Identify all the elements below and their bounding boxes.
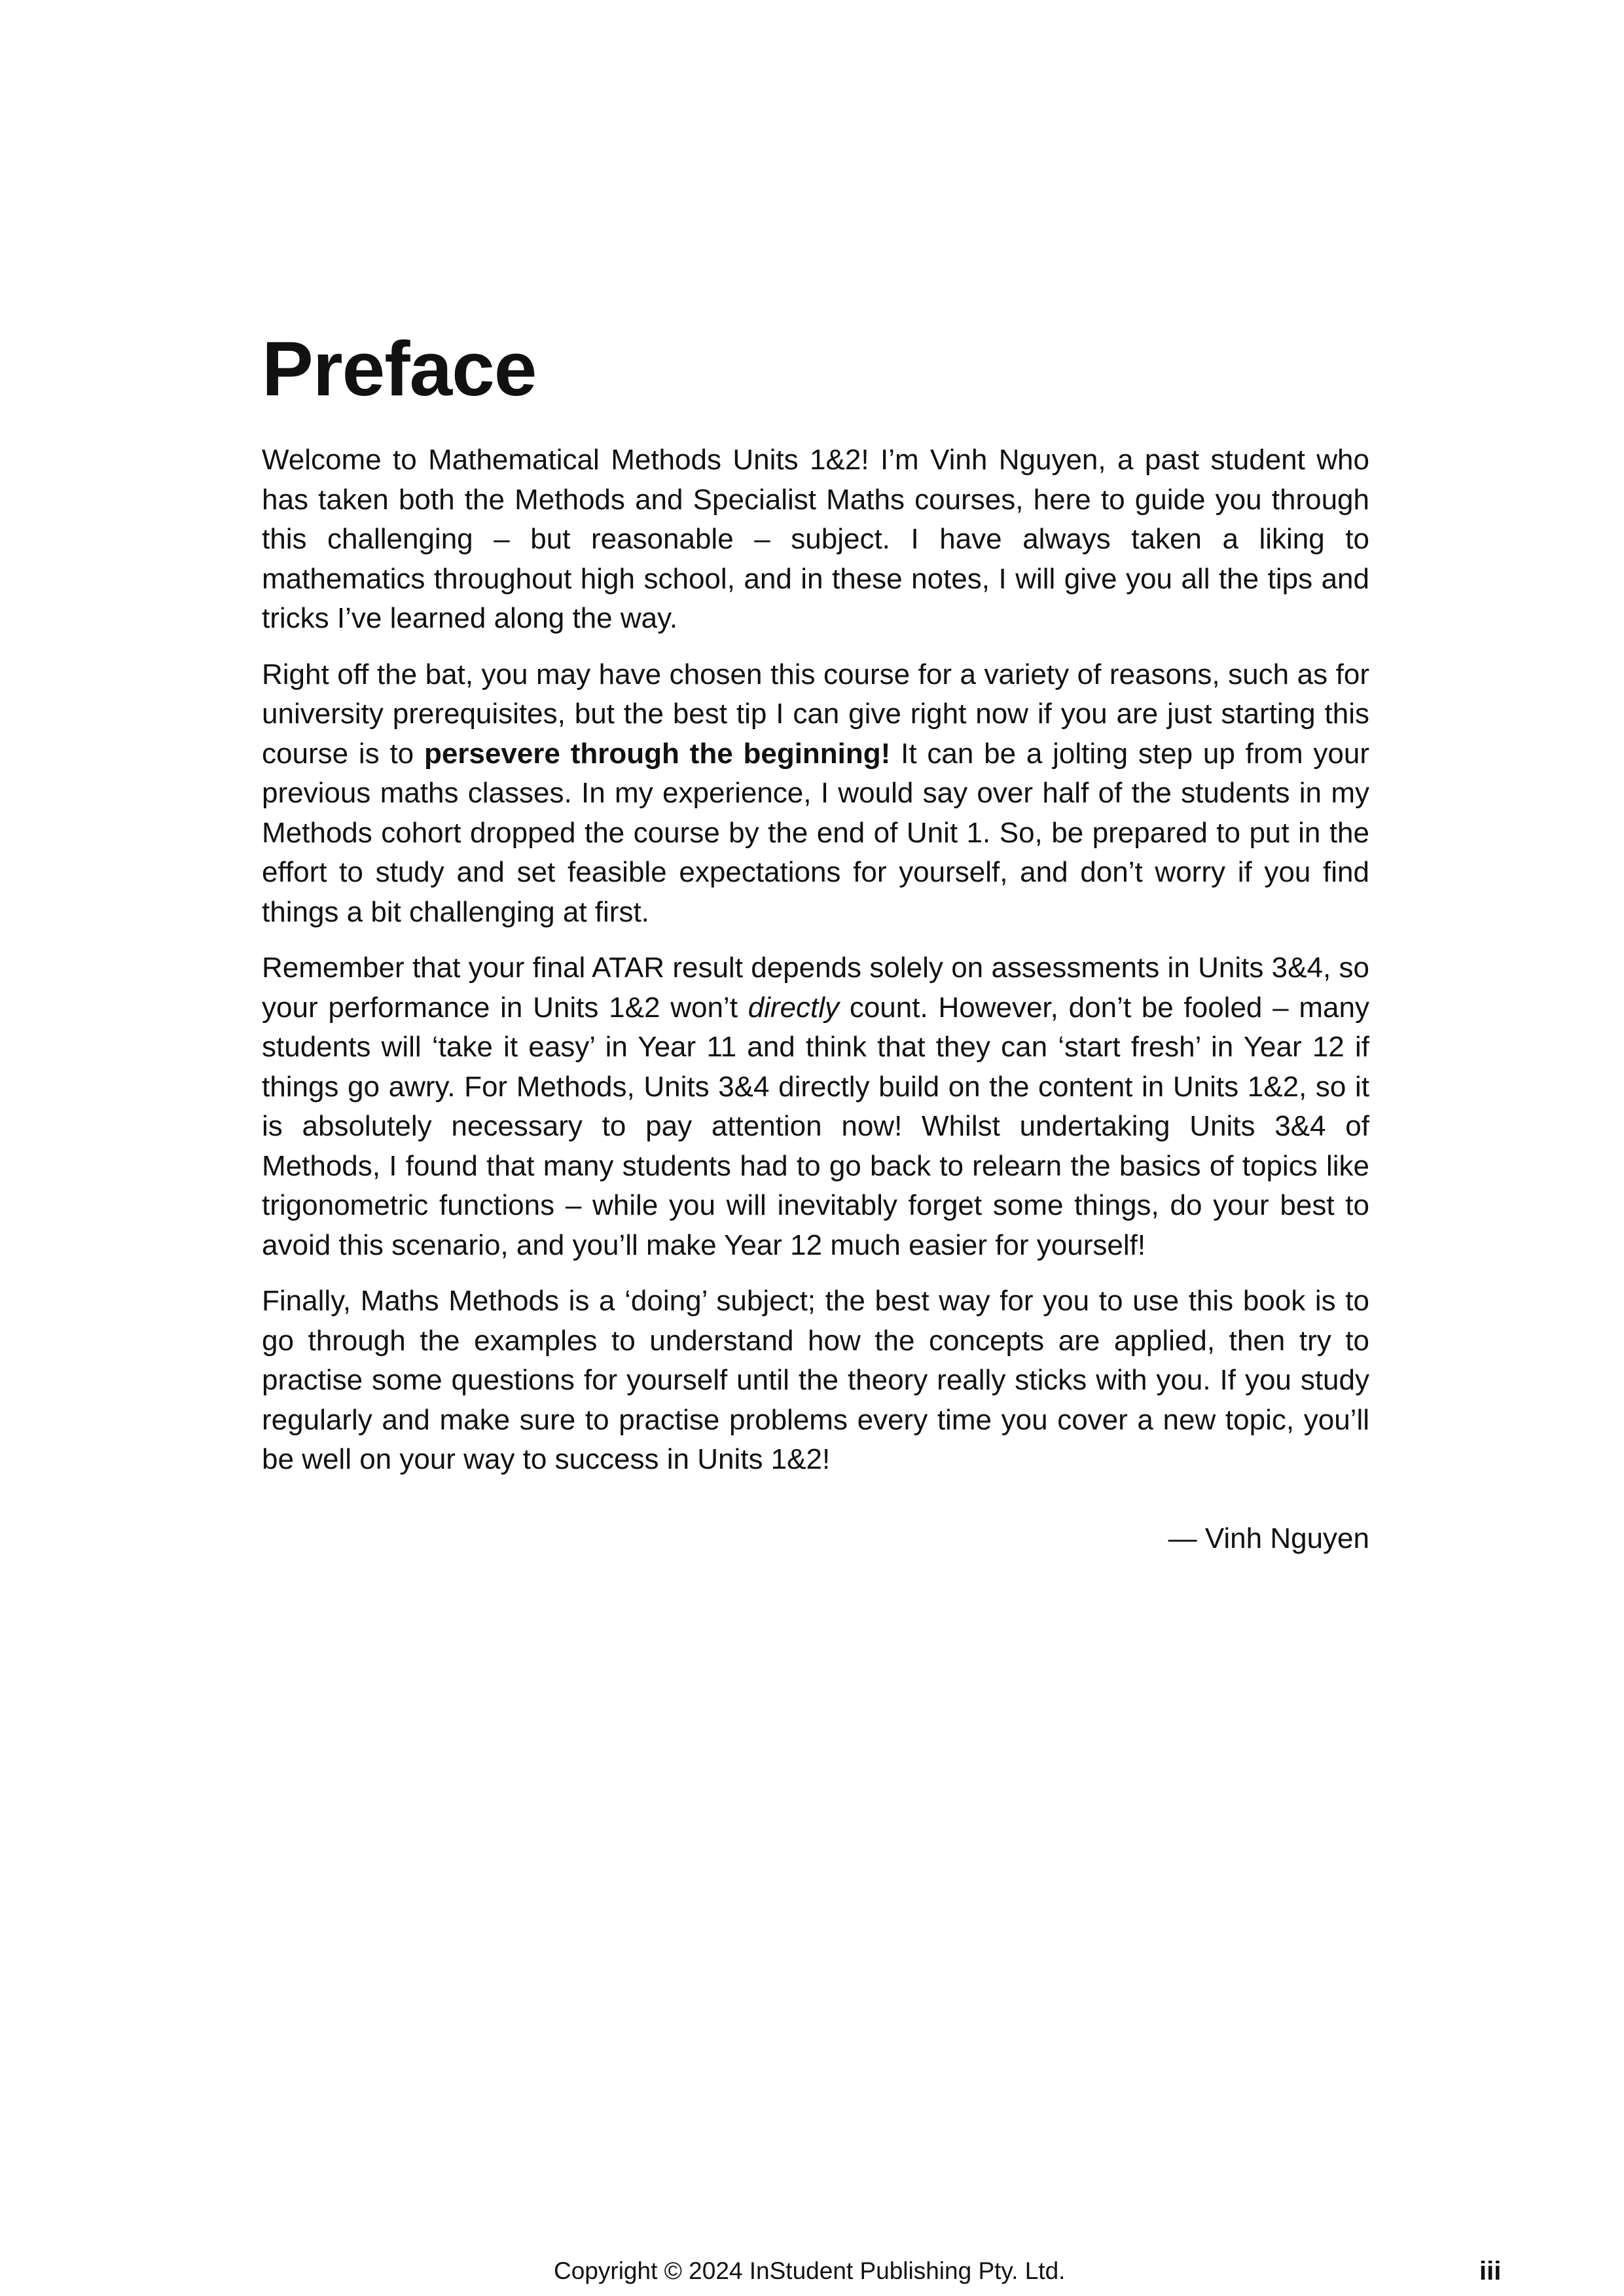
paragraph-welcome-text: Welcome to Mathematical Methods Units 1&2! I’m Vinh Nguyen, a past student who has taken both the Methods and Specialist Maths courses, here to guide you through this challenging – but reasonable – subject. I have always taken a liking to mathematics throughout high school, and in these notes, I will give you all the tips and tricks I’ve learned along the way. [262,444,1369,634]
paragraph-atar-text-before: Remember that your final ATAR result depends solely on assessments in Units 3&4, so your performance in Units 1&2 won’t [262,952,1369,1024]
page-number: iii [1479,2257,1502,2286]
paragraph-doing-subject-text: Finally, Maths Methods is a ‘doing’ subject; the best way for you to use this book is to go through the examples to understand how the concepts are applied, then try to practise some questions for yourself until the theory really sticks with you. If you study regularly and make sure to practise problems every time you cover a new topic, you’ll be well on your way to success in Units 1&2! [262,1285,1369,1475]
author-signature: — Vinh Nguyen [1168,1522,1369,1554]
copyright-notice: Copyright © 2024 InStudent Publishing Pty. Ltd. [554,2257,1066,2284]
paragraph-persevere-text-before: Right off the bat, you may have chosen this course for a variety of reasons, such as for university prerequisites, but the best tip I can give right now if you are just starting this course is to [262,658,1369,770]
paragraph-persevere-text-after: It can be a jolting step up from your previous maths classes. In my experience, I would say over half of the students in my Methods cohort dropped the course by the end of Unit 1. So, be prepared to put in the effort to study and set feasible expectations for yourself, and don’t worry if you find things a bit challenging at first. [262,737,1369,928]
paragraph-doing-subject [262,1282,1369,1480]
paragraph-atar-text-after: count. However, don’t be fooled – many students will ‘take it easy’ in Year 11 and think that they can ‘start fresh’ in Year 12 if things go awry. For Methods, Units 3&4 directly build on the content in Units 1&2, so it is absolutely necessary to pay attention now! Whilst undertaking Units 3&4 of Methods, I found that many students had to go back to relearn the basics of topics like trigonometric functions – while you will inevitably forget some things, do your best to avoid this scenario, and you’ll make Year 12 much easier for yourself! [262,991,1369,1261]
page-title: Preface [262,326,537,412]
directly-emphasis: directly [748,991,840,1024]
paragraph-atar [262,948,1369,1265]
paragraph-persevere [262,655,1369,933]
preface-content [262,326,1369,1558]
paragraph-welcome [262,440,1369,639]
persevere-emphasis: persevere through the beginning! [424,737,891,770]
